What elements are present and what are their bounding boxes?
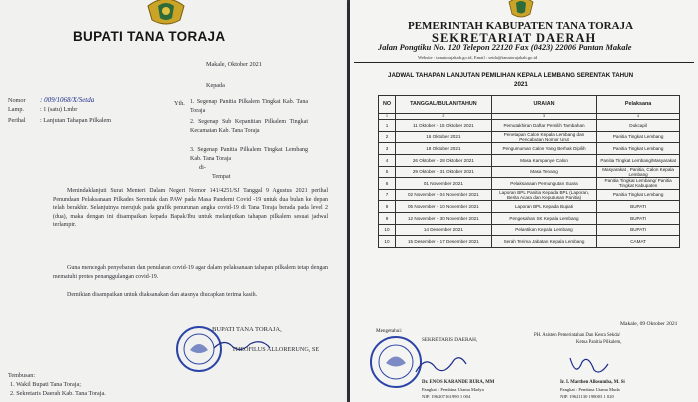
gov-address: Jalan Pongtiku No. 120 Telepon 22120 Fax (0423) 22006 Pantan Makale	[378, 43, 632, 52]
table-row	[379, 154, 680, 166]
letter-date: Makale, Oktober 2021	[206, 61, 262, 68]
cell-exec: CAMAT	[597, 236, 680, 248]
tempat-label: Tempat	[212, 173, 231, 180]
tembusan-label: Tembusan:	[8, 372, 36, 379]
meta-value-nomor: : 009/1068/X/Setda	[40, 96, 95, 104]
table-row	[379, 201, 680, 213]
cell-date: 01 November 2021	[395, 178, 491, 190]
signature-title: BUPATI TANA TORAJA,	[212, 326, 282, 333]
col-num: 2	[395, 114, 491, 120]
table-header-row	[379, 96, 680, 114]
cell-date: 02 November - 04 November 2021	[395, 189, 491, 201]
cell-date: 15 Desember - 17 Desember 2021	[395, 236, 491, 248]
cell-exec: BUPATI	[597, 201, 680, 213]
meta-value-lamp: : 1 (satu) Lmbr	[40, 106, 78, 113]
kepada-label: Kepada	[206, 82, 225, 89]
right-sig-title1: PH. Asisten Pemerintahan Dan Kesra Sekda/	[534, 333, 621, 338]
cell-no: 9	[379, 212, 396, 224]
cell-no: 7	[379, 189, 396, 201]
cell-exec: Panitia Tingkat Lembang/Masyarakat	[597, 154, 680, 166]
right-schedule-page	[350, 0, 698, 402]
left-sig-nip: NIP. 196207161990 1 004	[422, 394, 471, 399]
schedule-table	[378, 95, 680, 248]
cell-no: 10	[379, 224, 396, 236]
right-sig-title2: Ketua Panitia Pilkalem,	[576, 340, 622, 345]
meta-label-perihal: Perihal	[8, 117, 26, 124]
table-row	[379, 189, 680, 201]
cell-no: 6	[379, 178, 396, 190]
cell-exec: BUPATI	[597, 212, 680, 224]
right-sig-rank: Pangkat : Pembina Utama Muda	[560, 387, 620, 392]
recipient-3: 3. Segenap Panitia Pilkalem Tingkat Lembang Kab. Tana Toraja	[190, 147, 308, 162]
gov-website: Website : tanatorajakab.go.id, Email : setda@tanatorajakab.go.id	[418, 55, 538, 60]
cell-exec: Panitia Tingkat Lembang	[597, 143, 680, 155]
signature-name: THEOFILUS ALLORERUNG, SE	[232, 346, 320, 353]
schedule-date: Makale, 09 Oktober 2021	[620, 321, 678, 327]
col-num: 4	[597, 114, 680, 120]
table-row	[379, 120, 680, 132]
table-row	[379, 131, 680, 143]
cell-date: 05 November - 10 November 2021	[395, 201, 491, 213]
table-row	[379, 224, 680, 236]
cell-desc: Pelantikan Kepala Lembang	[491, 224, 596, 236]
cell-desc: Penetapan Calon Kepala Lembang dan Pencabutan Nomor Urut	[491, 131, 596, 143]
table-row	[379, 212, 680, 224]
cell-no: 10	[379, 236, 396, 248]
table-row	[379, 166, 680, 178]
di-label: di-	[199, 164, 206, 171]
col-num: 1	[379, 114, 396, 120]
cell-desc: Pelaksanaan Pemungutan Suara	[491, 178, 596, 190]
gov-header-line2: SEKRETARIAT DAERAH	[432, 31, 597, 45]
cell-desc: Pemutakhiran Daftar Pemilih Tambahan	[491, 120, 596, 132]
signature-mark	[410, 350, 470, 378]
regency-emblem-icon	[144, 0, 188, 28]
cell-desc: Pengesahan SK Kepala Lembang	[491, 212, 596, 224]
cell-exec: Panitia Tingkat Lembang	[597, 189, 680, 201]
cell-exec: Dukcapil	[597, 120, 680, 132]
cell-no: 8	[379, 201, 396, 213]
body-paragraph-2: Guna mencegah penyebaran dan penularan covid-19 agar dalam pelaksanaan tahapan pilkalem tetap dengan mematuhi protes penanggulangan covid-19.	[53, 265, 328, 280]
cell-desc: Laporan BPL Kepada Bupati	[491, 201, 596, 213]
cell-no: 3	[379, 143, 396, 155]
cell-date: 11 Oktober - 15 Oktober 2021	[395, 120, 491, 132]
cell-desc: Masa Kampanye Calon	[491, 154, 596, 166]
left-sig-label: Mengetahui:	[376, 328, 403, 334]
col-date: TANGGAL/BULAN/TAHUN	[395, 96, 491, 114]
cell-no: 1	[379, 120, 396, 132]
body-paragraph-1: Menindaklanjuti Surat Menteri Dalam Negeri Nomor 141/4251/SJ Tanggal 9 Agustus 2021 perihal Penundaan Pelaksanaan Pilkades Serentak dan PAW pada Masa Pandemi Covid -19 untuk dua bulan ke depan telah berakhir. Selanjutnya merujuk pada grafik penurunan angka covid-19 di Tana Toraja berada pada level 2 (dua), maka dengan ini disampaikan kepada Bapak/Ibu untuk melanjutkan tahapan pilkalem sesuai jadwal terlampir.	[53, 188, 328, 229]
cell-exec: BUPATI	[597, 224, 680, 236]
table-row	[379, 178, 680, 190]
regency-emblem-icon	[506, 0, 536, 20]
cell-desc: Laporan BPL Panitia Kepada BPL (Laporan, Berita Acara dan Keputusan Panitia)	[491, 189, 596, 201]
tembusan-item-1: 1. Wakil Bupati Tana Toraja;	[10, 381, 81, 388]
left-letter-page	[0, 0, 347, 402]
tembusan-item-2: 2. Sekretaris Daerah Kab. Tana Toraja.	[10, 390, 106, 397]
cell-date: 26 Oktober - 28 Oktober 2021	[395, 154, 491, 166]
table-title-line2: 2021	[514, 81, 528, 88]
meta-label-lamp: Lamp.	[8, 106, 24, 113]
right-sig-name: Ir. I. Marthen Allosumba, M. Si	[560, 380, 625, 385]
col-exec: Pelaksana	[597, 96, 680, 114]
body-paragraph-3: Demikian disampaikan untuk diaksanakan dan atasnya diucapkan terima kasih.	[67, 292, 258, 298]
meta-label-nomor: Nomor	[8, 97, 26, 104]
cell-exec: Panitia Tingkat Lembang/ Panitia Tingkat Kabupaten	[597, 178, 680, 190]
cell-no: 5	[379, 166, 396, 178]
yth-label: Yth.	[174, 100, 185, 107]
cell-no: 4	[379, 154, 396, 166]
cell-desc: Serah Terima Jabatan Kepala Lembang	[491, 236, 596, 248]
recipient-2: 2. Segenap Sub Kepanitian Pilkalem Tingkat Kecamatan Kab. Tana Toraja	[190, 119, 308, 134]
header-divider	[354, 62, 694, 63]
cell-date: 18 Oktober 2021	[395, 143, 491, 155]
table-row	[379, 143, 680, 155]
gov-header-line1: PEMERINTAH KABUPATEN TANA TORAJA	[408, 20, 634, 32]
signature-mark	[564, 352, 614, 380]
col-no: NO	[379, 96, 396, 114]
col-num: 3	[491, 114, 596, 120]
cell-desc: Masa Tenang	[491, 166, 596, 178]
cell-exec: Masyarakat , Panitia, Calon Kepala Lembang	[597, 166, 680, 178]
right-sig-nip: NIP. 19621130 198003 1 020	[560, 394, 614, 399]
cell-date: 12 November - 30 November 2021	[395, 212, 491, 224]
cell-date: 29 Oktober - 31 Oktober 2021	[395, 166, 491, 178]
letter-header: BUPATI TANA TORAJA	[73, 29, 226, 44]
cell-desc: Pengumuman Calon Yang Berhak Dipilih	[491, 143, 596, 155]
col-desc: URAIAN	[491, 96, 596, 114]
cell-no: 2	[379, 131, 396, 143]
left-sig-name: Dr. ENOS KARANDE BURA, MM	[422, 380, 495, 385]
table-title-line1: JADWAL TAHAPAN LANJUTAN PEMILIHAN KEPALA LEMBANG SERENTAK TAHUN	[388, 72, 634, 79]
recipient-1: 1. Segenap Panitia Pilkalem Tingkat Kab. Tana Toraja	[190, 99, 308, 114]
left-sig-rank: Pangkat : Pembina Utama Madya	[422, 387, 484, 392]
meta-value-perihal: : Lanjutan Tahapan Pilkalem	[40, 117, 112, 124]
cell-date: 14 Desember 2021	[395, 224, 491, 236]
cell-date: 16 Oktober 2021	[395, 131, 491, 143]
left-sig-title: SEKRETARIS DAERAH,	[422, 337, 478, 343]
cell-exec: Panitia Tingkat Lembang	[597, 131, 680, 143]
table-row	[379, 236, 680, 248]
